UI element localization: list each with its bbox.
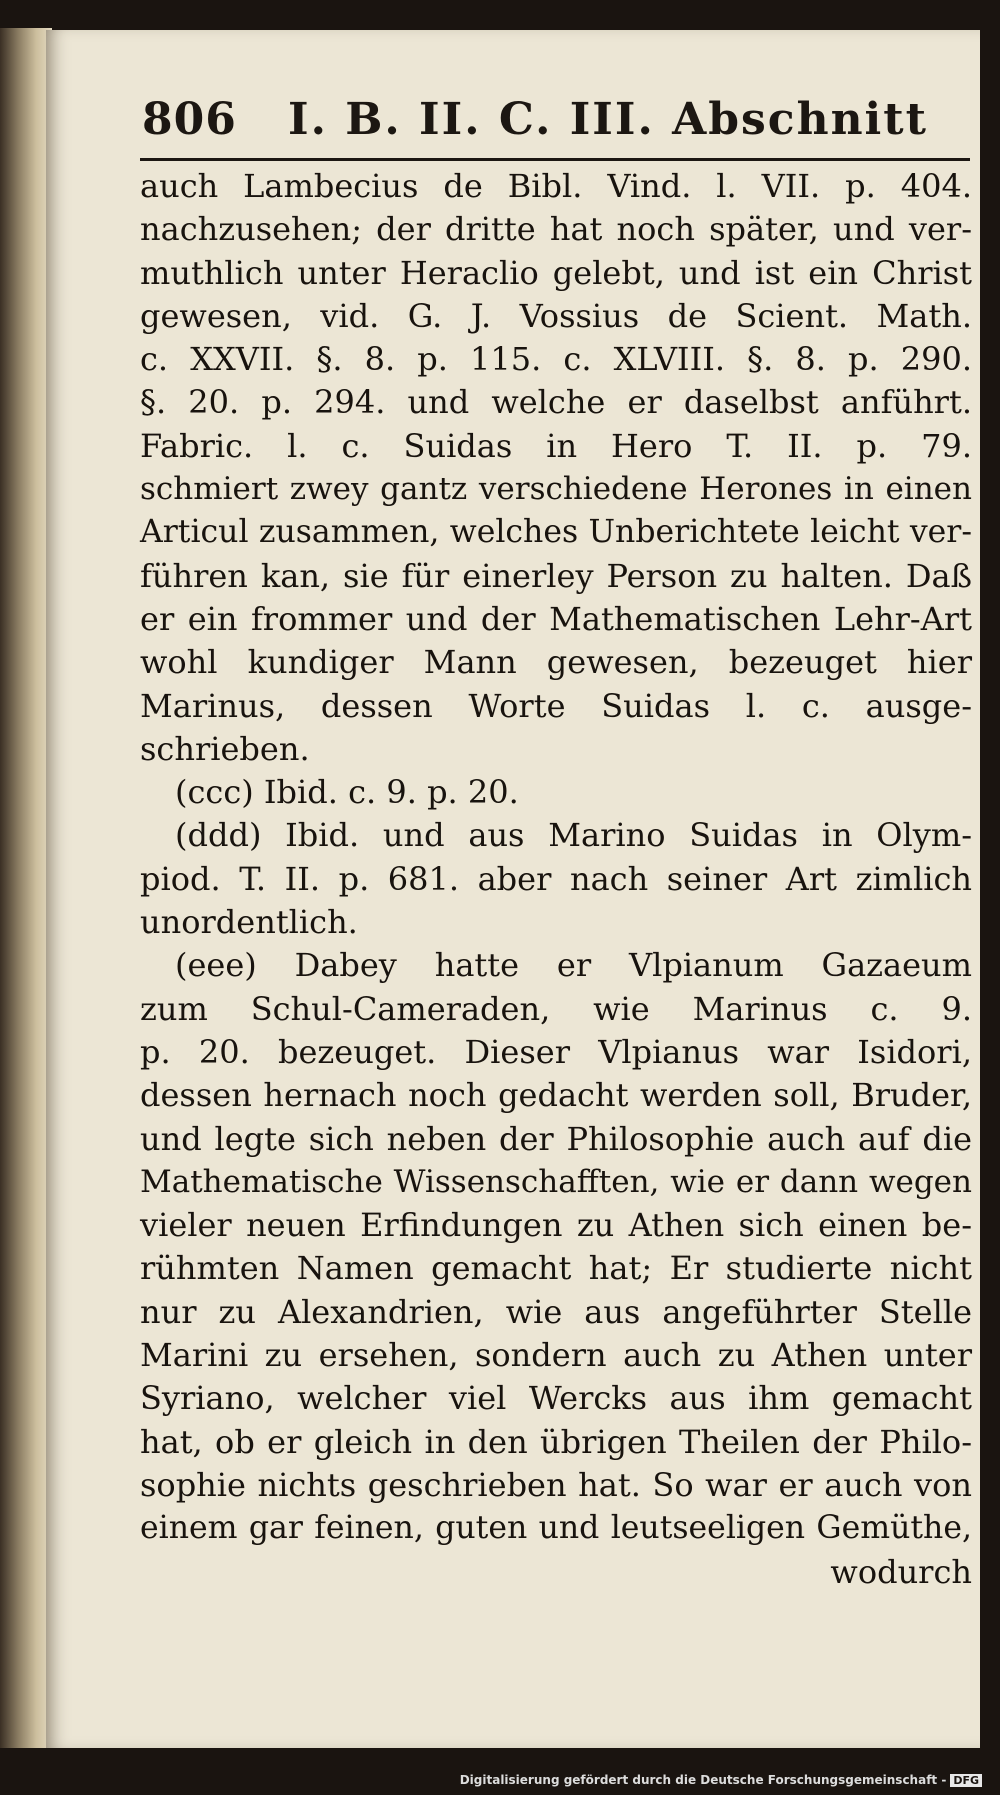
text-line: piod. T. II. p. 681. aber nach seiner Art zimlich [140,859,972,898]
header-rule [140,158,970,161]
text-line: Syriano, welcher viel Wercks aus ihm gemacht [140,1379,972,1418]
text-line: gewesen, vid. G. J. Vossius de Scient. Math. [140,296,972,335]
text-line: Fabric. l. c. Suidas in Hero T. II. p. 79. [140,426,972,465]
page-edge [0,28,52,1748]
text-line: rühmten Namen gemacht hat; Er studierte nicht [140,1249,972,1288]
text-line: vieler neuen Erfindungen zu Athen sich einen be- [140,1206,972,1245]
text-line: sophie nichts geschrieben hat. So war er auch von [140,1465,972,1504]
text-line: Marinus, dessen Worte Suidas l. c. ausge- [140,686,972,725]
text-line: muthlich unter Heraclio gelebt, und ist ein Christ [140,253,972,292]
text-line: Articul zusammen, welches Unberichtete leicht ver- [140,514,972,551]
body-text [140,165,972,1594]
footnote-ccc: (ccc) Ibid. c. 9. p. 20. [175,773,519,812]
text-line: wohl kundiger Mann gewesen, bezeuget hier [140,643,972,682]
text-line: unordentlich. [140,903,358,942]
running-head: I. B. II. C. III. Abschnitt [288,94,928,145]
page-header [98,94,958,152]
text-line: nur zu Alexandrien, wie aus angeführter Stelle [140,1292,972,1331]
page-number: 806 [142,94,237,145]
catchword: wodurch [830,1552,972,1591]
text-line: auch Lambecius de Bibl. Vind. l. VII. p. 404. [140,167,972,205]
text-line: schrieben. [140,729,310,768]
text-line: zum Schul-Cameraden, wie Marinus c. 9. [140,989,972,1028]
text-line: p. 20. bezeuget. Dieser Vlpianus war Isidori, [140,1032,972,1071]
footnote-eee: (eee) Dabey hatte er Vlpianum Gazaeum [175,946,972,985]
text-line: hat, ob er gleich in den übrigen Theilen der Philo- [140,1422,972,1461]
text-line: schmiert zwey gantz verschiedene Herones in einen [140,471,972,508]
text-line: einem gar feinen, guten und leutseeligen Gemüthe, [140,1510,972,1547]
text-line: dessen hernach noch gedacht werden soll, Bruder, [140,1076,972,1115]
footnote-ddd: (ddd) Ibid. und aus Marino Suidas in Olym- [175,816,972,855]
digitization-credit [460,1773,982,1787]
text-line: Mathematische Wissenschafften, wie er dann wegen [140,1163,972,1200]
text-line: er ein frommer und der Mathematischen Lehr-Art [140,599,972,638]
dfg-logo: DFG [950,1774,982,1787]
credit-text: Digitalisierung gefördert durch die Deutsche Forschungsgemeinschaft - [459,1773,947,1787]
text-line: nachzusehen; der dritte hat noch später, und ver- [140,210,972,249]
text-line: c. XXVII. §. 8. p. 115. c. XLVIII. §. 8. p. 290. [140,340,972,379]
text-line: führen kan, sie für einerley Person zu halten. Daß [140,556,972,595]
text-line: und legte sich neben der Philosophie auch auf die [140,1119,972,1158]
text-line: Marini zu ersehen, sondern auch zu Athen unter [140,1336,972,1375]
text-line: §. 20. p. 294. und welche er daselbst anführt. [140,383,972,422]
